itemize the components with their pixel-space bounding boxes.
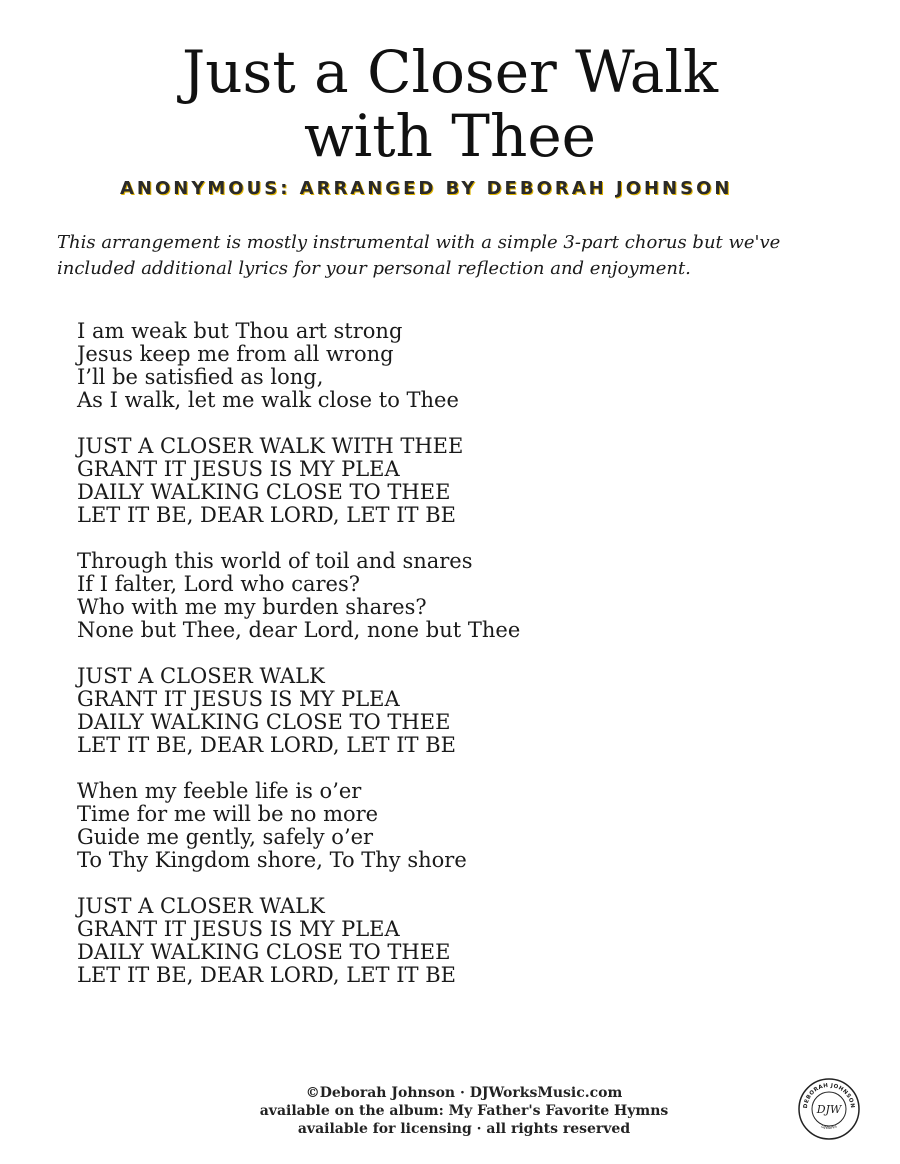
lyric-line: Time for me will be no more: [77, 802, 379, 826]
logo-monogram: DJW: [816, 1103, 842, 1116]
title-line-2: with Thee: [304, 102, 596, 170]
lyric-line: DAILY WALKING CLOSE TO THEE: [77, 710, 451, 734]
lyric-line: Through this world of toil and snares: [77, 549, 473, 573]
lyric-line: LET IT BE, DEAR LORD, LET IT BE: [77, 733, 456, 757]
album-line: available on the album: My Father's Favorite Hymns: [259, 1103, 669, 1119]
lyric-line: Jesus keep me from all wrong: [77, 342, 394, 366]
lyric-line: DAILY WALKING CLOSE TO THEE: [77, 480, 451, 504]
lyric-line: DAILY WALKING CLOSE TO THEE: [77, 940, 451, 964]
lyric-line: GRANT IT JESUS IS MY PLEA: [77, 687, 400, 711]
lyric-line: JUST A CLOSER WALK: [77, 664, 325, 688]
licensing-line: available for licensing · all rights reserved: [297, 1121, 631, 1137]
lyric-line: LET IT BE, DEAR LORD, LET IT BE: [77, 503, 456, 527]
lyric-line: To Thy Kingdom shore, To Thy shore: [77, 848, 467, 872]
lyric-line: I am weak but Thou art strong: [77, 319, 403, 343]
copyright-line: ©Deborah Johnson · DJWorksMusic.com: [305, 1085, 623, 1101]
stanza: [77, 320, 777, 412]
lyric-line: JUST A CLOSER WALK: [77, 894, 325, 918]
lyric-line: LET IT BE, DEAR LORD, LET IT BE: [77, 963, 456, 987]
logo-ring-text: DEBORAH JOHNSON: [802, 1082, 856, 1109]
stanza: [77, 550, 777, 642]
lyric-line: As I walk, let me walk close to Thee: [77, 388, 459, 412]
song-title: [0, 40, 900, 168]
lyric-line: GRANT IT JESUS IS MY PLEA: [77, 457, 400, 481]
arranger-credit: ANONYMOUS: ARRANGED BY DEBORAH JOHNSON: [120, 178, 733, 199]
lyric-line: I’ll be satisfied as long,: [77, 365, 324, 389]
logo-ring-bottom: DJWorks: [820, 1123, 838, 1131]
seal-logo-icon: [797, 1077, 861, 1141]
lyric-line: Who with me my burden shares?: [77, 595, 427, 619]
lyric-line: None but Thee, dear Lord, none but Thee: [77, 618, 521, 642]
footer-credits: [0, 1084, 900, 1138]
lyrics: [77, 320, 777, 1010]
intro-line-2: included additional lyrics for your personal reflection and enjoyment.: [57, 258, 691, 279]
lyric-line: When my feeble life is o’er: [77, 779, 362, 803]
lyric-line: GRANT IT JESUS IS MY PLEA: [77, 917, 400, 941]
lyric-line: JUST A CLOSER WALK WITH THEE: [77, 434, 464, 458]
lyric-line: Guide me gently, safely o’er: [77, 825, 374, 849]
chorus: [77, 895, 777, 987]
lyric-line: If I falter, Lord who cares?: [77, 572, 361, 596]
chorus: [77, 435, 777, 527]
stanza: [77, 780, 777, 872]
intro-note: [57, 230, 857, 282]
chorus: [77, 665, 777, 757]
title-line-1: Just a Closer Walk: [181, 38, 719, 106]
intro-line-1: This arrangement is mostly instrumental with a simple 3-part chorus but we've: [57, 232, 781, 253]
